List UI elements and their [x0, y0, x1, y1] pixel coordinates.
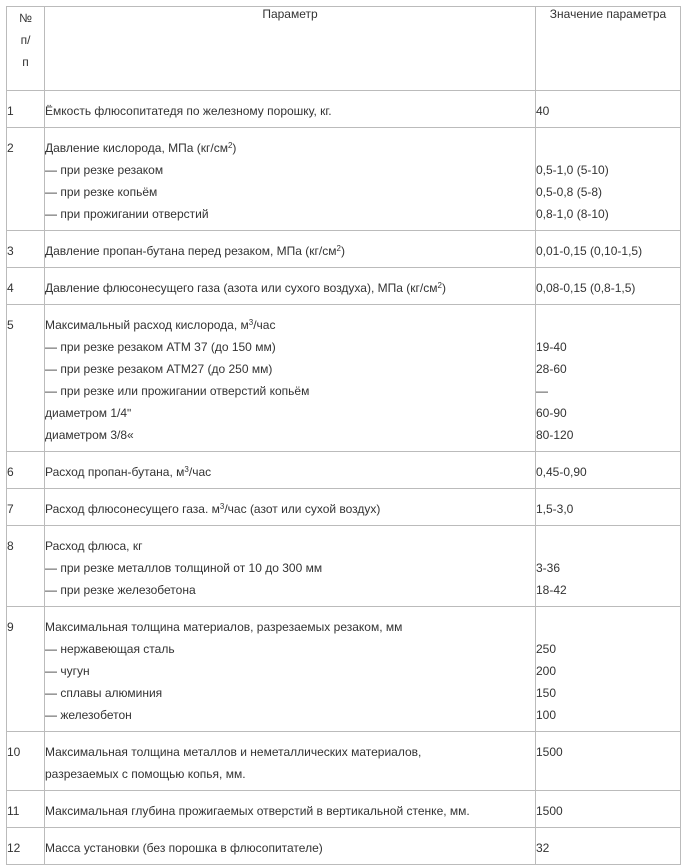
unit-superscript: 2 — [227, 141, 233, 150]
value-cell — [536, 526, 681, 607]
parameter-text-suffix: /час — [253, 318, 276, 332]
value-cell — [536, 828, 681, 865]
parameter-line — [45, 137, 535, 159]
value-line: 1,5-3,0 — [536, 502, 574, 516]
parameter-text: — при резке копьём — [45, 185, 158, 199]
parameter-cell — [45, 732, 536, 791]
parameter-text-suffix: /час (азот или сухой воздух) — [224, 502, 381, 516]
parameter-cell — [45, 526, 536, 607]
value-line: 200 — [536, 664, 557, 678]
value-line: 32 — [536, 841, 550, 855]
value-cell — [536, 268, 681, 305]
value-line: 40 — [536, 104, 550, 118]
table-row — [7, 791, 681, 828]
parameter-text: — при резке резаком АТМ27 (до 250 мм) — [45, 362, 273, 376]
parameter-text: — при резке железобетона — [45, 583, 196, 597]
parameter-line — [45, 682, 535, 704]
parameter-cell — [45, 489, 536, 526]
table-row — [7, 268, 681, 305]
parameter-text: Расход флюса, кг — [45, 539, 143, 553]
row-number-text: 9 — [7, 620, 14, 634]
parameter-line — [45, 741, 535, 763]
parameter-text: Расход флюсонесущего газа. м — [45, 502, 220, 516]
parameter-text: Максимальная толщина металлов и неметаллических материалов, — [45, 745, 422, 759]
row-number — [7, 791, 45, 828]
row-number — [7, 526, 45, 607]
parameter-cell — [45, 268, 536, 305]
value-cell — [536, 452, 681, 489]
parameter-text: Давление кислорода, МПа (кг/см — [45, 141, 228, 155]
header-row — [7, 7, 681, 91]
header-parameter: Параметр — [45, 7, 536, 91]
table-row — [7, 732, 681, 791]
header-value: Значение параметра — [536, 7, 681, 91]
header-number-line: п — [22, 55, 29, 69]
parameter-text: Масса установки (без порошка в флюсопитателе) — [45, 841, 323, 855]
value-line: 0,45-0,90 — [536, 465, 587, 479]
parameter-line — [45, 557, 535, 579]
parameter-text: разрезаемых с помощью копья, мм. — [45, 767, 246, 781]
parameter-text-suffix: ) — [340, 244, 345, 258]
row-number-text: 7 — [7, 502, 14, 516]
parameter-text: Максимальная глубина прожигаемых отверстий в вертикальной стенке, мм. — [45, 804, 470, 818]
parameter-text: — при прожигании отверстий — [45, 207, 209, 221]
parameter-cell — [45, 828, 536, 865]
parameter-line — [45, 800, 535, 822]
table-row — [7, 489, 681, 526]
parameter-line — [45, 100, 535, 122]
value-line — [536, 314, 680, 336]
parameter-text: Ёмкость флюсопитатедя по железному порошку, кг. — [45, 104, 332, 118]
parameter-text: — железобетон — [45, 708, 132, 722]
row-number — [7, 607, 45, 732]
parameter-line — [45, 358, 535, 380]
value-line: 3-36 — [536, 561, 561, 575]
table-row — [7, 526, 681, 607]
parameter-text: — сплавы алюминия — [45, 686, 163, 700]
table-row — [7, 607, 681, 732]
header-number-line: № — [19, 11, 32, 25]
parameter-line — [45, 616, 535, 638]
value-line: 19-40 — [536, 340, 567, 354]
parameter-line — [45, 402, 535, 424]
table-row — [7, 452, 681, 489]
parameter-line — [45, 181, 535, 203]
value-cell — [536, 732, 681, 791]
row-number — [7, 828, 45, 865]
parameter-text: — при резке резаком — [45, 163, 164, 177]
parameter-line — [45, 660, 535, 682]
value-line: 100 — [536, 708, 557, 722]
parameter-line — [45, 837, 535, 859]
parameter-line — [45, 638, 535, 660]
value-line: 0,8-1,0 (8-10) — [536, 207, 609, 221]
value-line: 0,01-0,15 (0,10-1,5) — [536, 244, 643, 258]
row-number-text: 12 — [7, 841, 21, 855]
parameter-line — [45, 380, 535, 402]
row-number — [7, 231, 45, 268]
parameter-text: Давление флюсонесущего газа (азота или сухого воздуха), МПа (кг/см — [45, 281, 438, 295]
row-number — [7, 128, 45, 231]
table-row — [7, 828, 681, 865]
unit-superscript: 2 — [336, 244, 341, 253]
parameter-text: — при резке металлов толщиной от 10 до 300 мм — [45, 561, 323, 575]
parameter-line — [45, 704, 535, 726]
row-number — [7, 489, 45, 526]
value-line: 28-60 — [536, 362, 567, 376]
row-number — [7, 305, 45, 452]
value-line: 150 — [536, 686, 557, 700]
table-row — [7, 231, 681, 268]
parameter-text-suffix: ) — [441, 281, 446, 295]
parameter-line — [45, 535, 535, 557]
value-line: 1500 — [536, 804, 563, 818]
parameter-line — [45, 461, 535, 483]
parameter-text: диаметром 1/4ʺ — [45, 406, 132, 420]
value-cell — [536, 489, 681, 526]
value-line — [536, 616, 680, 638]
parameter-text-suffix: /час — [188, 465, 212, 479]
row-number-text: 10 — [7, 745, 21, 759]
value-line: 80-120 — [536, 428, 574, 442]
row-number — [7, 268, 45, 305]
unit-superscript: 3 — [184, 465, 189, 474]
row-number-text: 11 — [7, 804, 20, 818]
parameter-cell — [45, 452, 536, 489]
value-cell — [536, 607, 681, 732]
parameter-line — [45, 763, 535, 785]
value-line: 250 — [536, 642, 557, 656]
parameter-text: — при резке резаком АТМ 37 (до 150 мм) — [45, 340, 276, 354]
unit-superscript: 2 — [437, 281, 442, 290]
parameters-table — [6, 6, 681, 865]
parameter-text: диаметром 3/8« — [45, 428, 134, 442]
value-line: 18-42 — [536, 583, 567, 597]
value-cell — [536, 91, 681, 128]
parameter-text: Давление пропан-бутана перед резаком, МПа (кг/см — [45, 244, 337, 258]
table-body — [7, 91, 681, 865]
row-number — [7, 91, 45, 128]
value-cell — [536, 305, 681, 452]
parameter-text: Расход пропан-бутана, м — [45, 465, 185, 479]
parameter-cell — [45, 791, 536, 828]
value-line: 0,5-0,8 (5-8) — [536, 185, 603, 199]
parameter-text: — нержавеющая сталь — [45, 642, 175, 656]
value-line — [536, 535, 680, 557]
parameter-line — [45, 424, 535, 446]
row-number-text: 5 — [7, 318, 14, 332]
parameter-cell — [45, 305, 536, 452]
row-number-text: 2 — [7, 141, 14, 155]
header-number-line: п/ — [20, 33, 31, 47]
unit-superscript: 3 — [219, 502, 225, 511]
row-number — [7, 732, 45, 791]
row-number-text: 1 — [7, 104, 14, 118]
table-row — [7, 128, 681, 231]
parameter-text: — чугун — [45, 664, 90, 678]
row-number — [7, 452, 45, 489]
value-line: — — [536, 384, 548, 398]
parameter-line — [45, 203, 535, 225]
header-number — [7, 7, 45, 91]
parameter-line — [45, 240, 535, 262]
parameter-cell — [45, 91, 536, 128]
value-cell — [536, 128, 681, 231]
table-row — [7, 91, 681, 128]
parameter-text: — при резке или прожигании отверстий копьём — [45, 384, 310, 398]
table-row — [7, 305, 681, 452]
parameter-line — [45, 277, 535, 299]
parameter-cell — [45, 231, 536, 268]
parameter-line — [45, 314, 535, 336]
parameter-cell — [45, 128, 536, 231]
value-cell — [536, 231, 681, 268]
parameter-line — [45, 498, 535, 520]
value-line: 60-90 — [536, 406, 567, 420]
parameter-text: Максимальный расход кислорода, м — [45, 318, 249, 332]
row-number-text: 8 — [7, 539, 14, 553]
value-line: 1500 — [536, 745, 563, 759]
parameter-line — [45, 159, 535, 181]
parameter-line — [45, 579, 535, 601]
parameter-text: Максимальная толщина материалов, разрезаемых резаком, мм — [45, 620, 403, 634]
value-line: 0,5-1,0 (5-10) — [536, 163, 609, 177]
parameter-cell — [45, 607, 536, 732]
parameter-line — [45, 336, 535, 358]
value-line: 0,08-0,15 (0,8-1,5) — [536, 281, 636, 295]
row-number-text: 6 — [7, 465, 14, 479]
value-cell — [536, 791, 681, 828]
parameter-text-suffix: ) — [232, 141, 237, 155]
value-line — [536, 137, 680, 159]
row-number-text: 4 — [7, 281, 14, 295]
unit-superscript: 3 — [248, 318, 254, 327]
row-number-text: 3 — [7, 244, 14, 258]
